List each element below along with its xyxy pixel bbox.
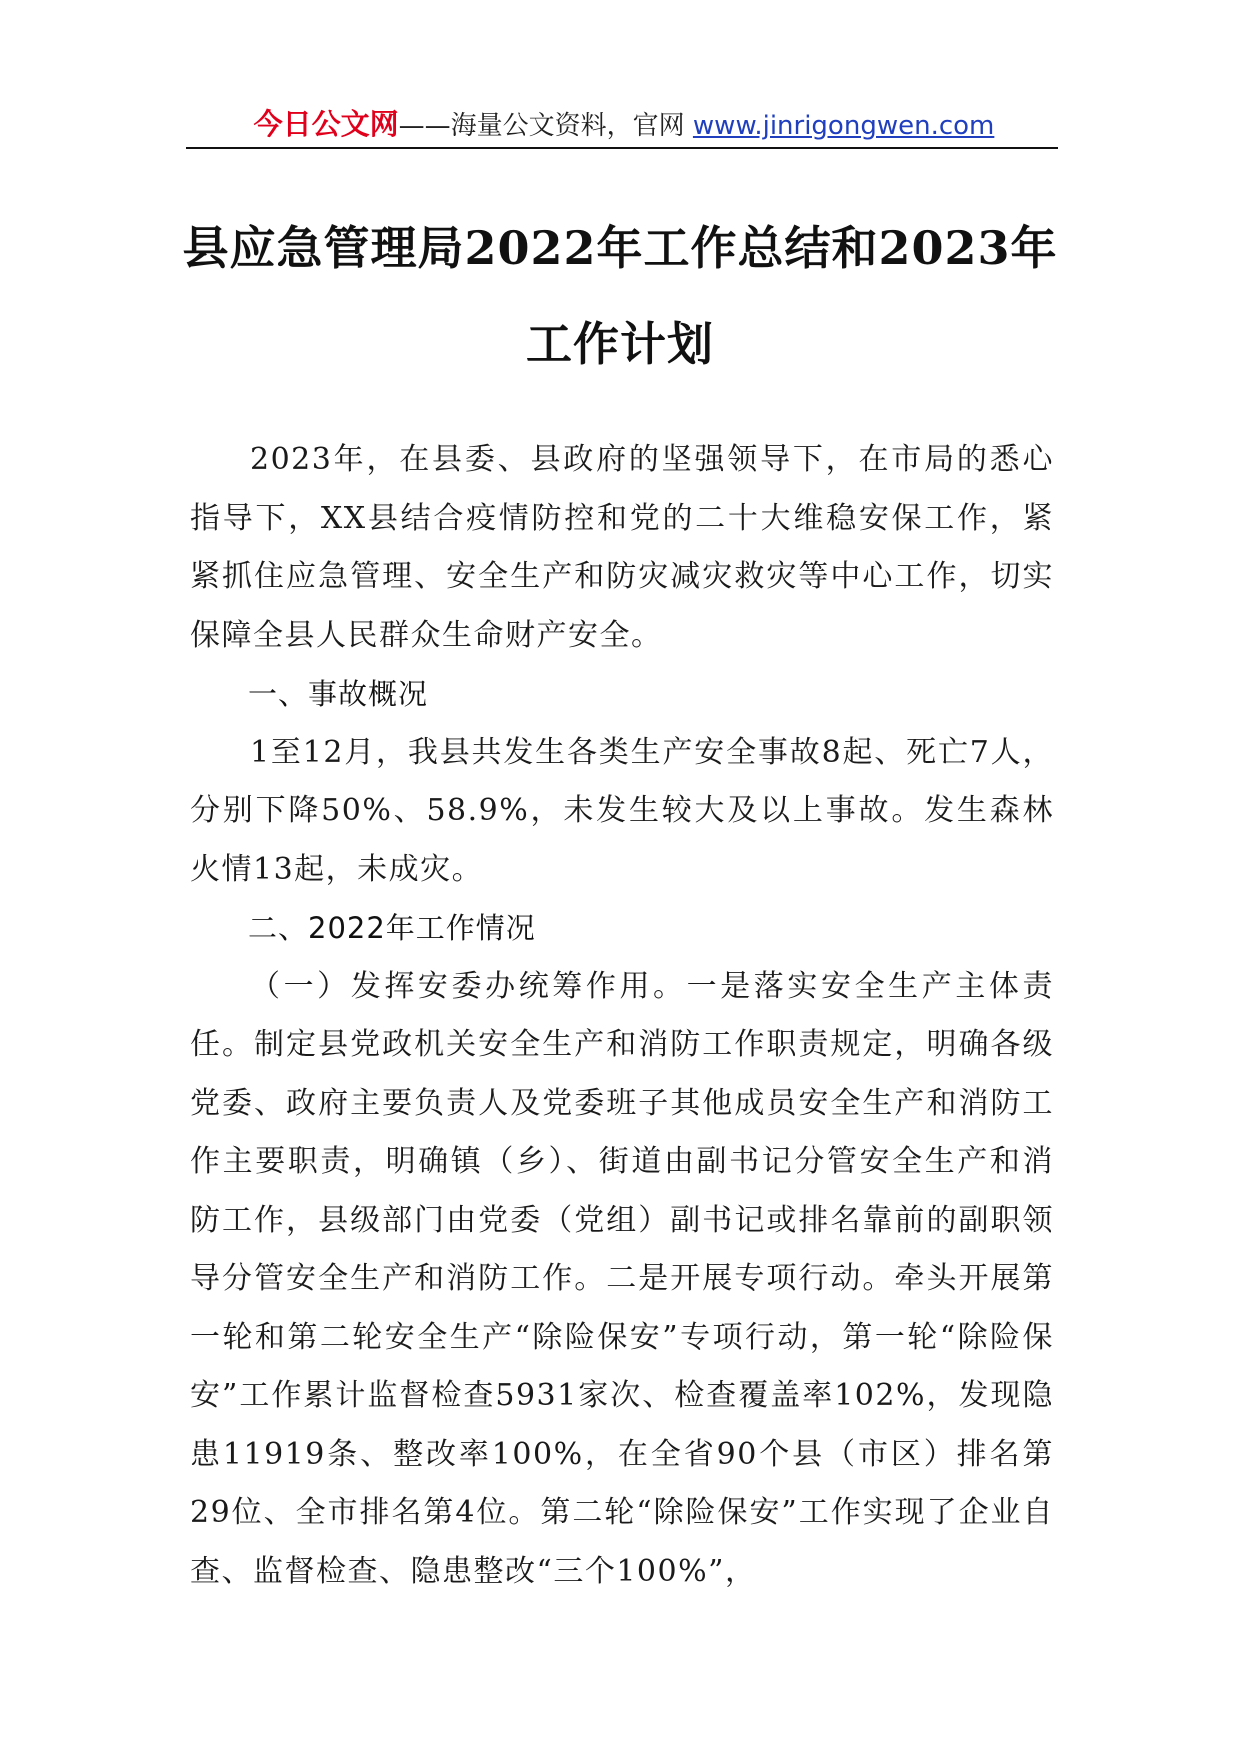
section-heading-accident-overview: 一、事故概况 bbox=[248, 677, 429, 711]
website-link[interactable]: www.jinrigongwen.com bbox=[692, 111, 995, 141]
header-divider bbox=[186, 147, 1058, 149]
page-header bbox=[186, 104, 1062, 144]
document-title bbox=[140, 200, 1100, 392]
title-line-2: 工作计划 bbox=[526, 317, 714, 371]
work-2022-paragraph: （一）发挥安委办统筹作用。一是落实安全生产主体责任。制定县党政机关安全生产和消防工作职责规定，明确各级党委、政府主要负责人及党委班子其他成员安全生产和消防工作主要职责，明确镇（乡）、街道由副书记分管安全生产和消防工作，县级部门由党委（党组）副书记或排名靠前的副职领导分管安全生产和消防工作。二是开展专项行动。牵头开展第一轮和第二轮安全生产“除险保安”专项行动，第一轮“除险保安”工作累计监督检查5931家次、检查覆盖率102%，发现隐患11919条、整改率100%，在全省90个县（市区）排名第29位、全市排名第4位。第二轮“除险保安”工作实现了企业自查、监督检查、隐患整改“三个100%”， bbox=[190, 968, 1054, 1589]
brand-name: 今日公文网 bbox=[253, 107, 399, 141]
accident-overview-paragraph: 1至12月，我县共发生各类生产安全事故8起、死亡7人，分别下降50%、58.9%，未发生较大及以上事故。发生森林火情13起，未成灾。 bbox=[190, 734, 1054, 887]
intro-paragraph: 2023年，在县委、县政府的坚强领导下，在市局的悉心指导下，XX县结合疫情防控和党的二十大维稳安保工作，紧紧抓住应急管理、安全生产和防灾减灾救灾等中心工作，切实保障全县人民群众生命财产安全。 bbox=[190, 442, 1054, 653]
document-body bbox=[190, 431, 1054, 1601]
header-tagline: ——海量公文资料，官网 bbox=[398, 111, 693, 141]
title-line-1: 县应急管理局2022年工作总结和2023年 bbox=[182, 221, 1058, 275]
section-heading-2022-work: 二、2022年工作情况 bbox=[248, 911, 536, 945]
